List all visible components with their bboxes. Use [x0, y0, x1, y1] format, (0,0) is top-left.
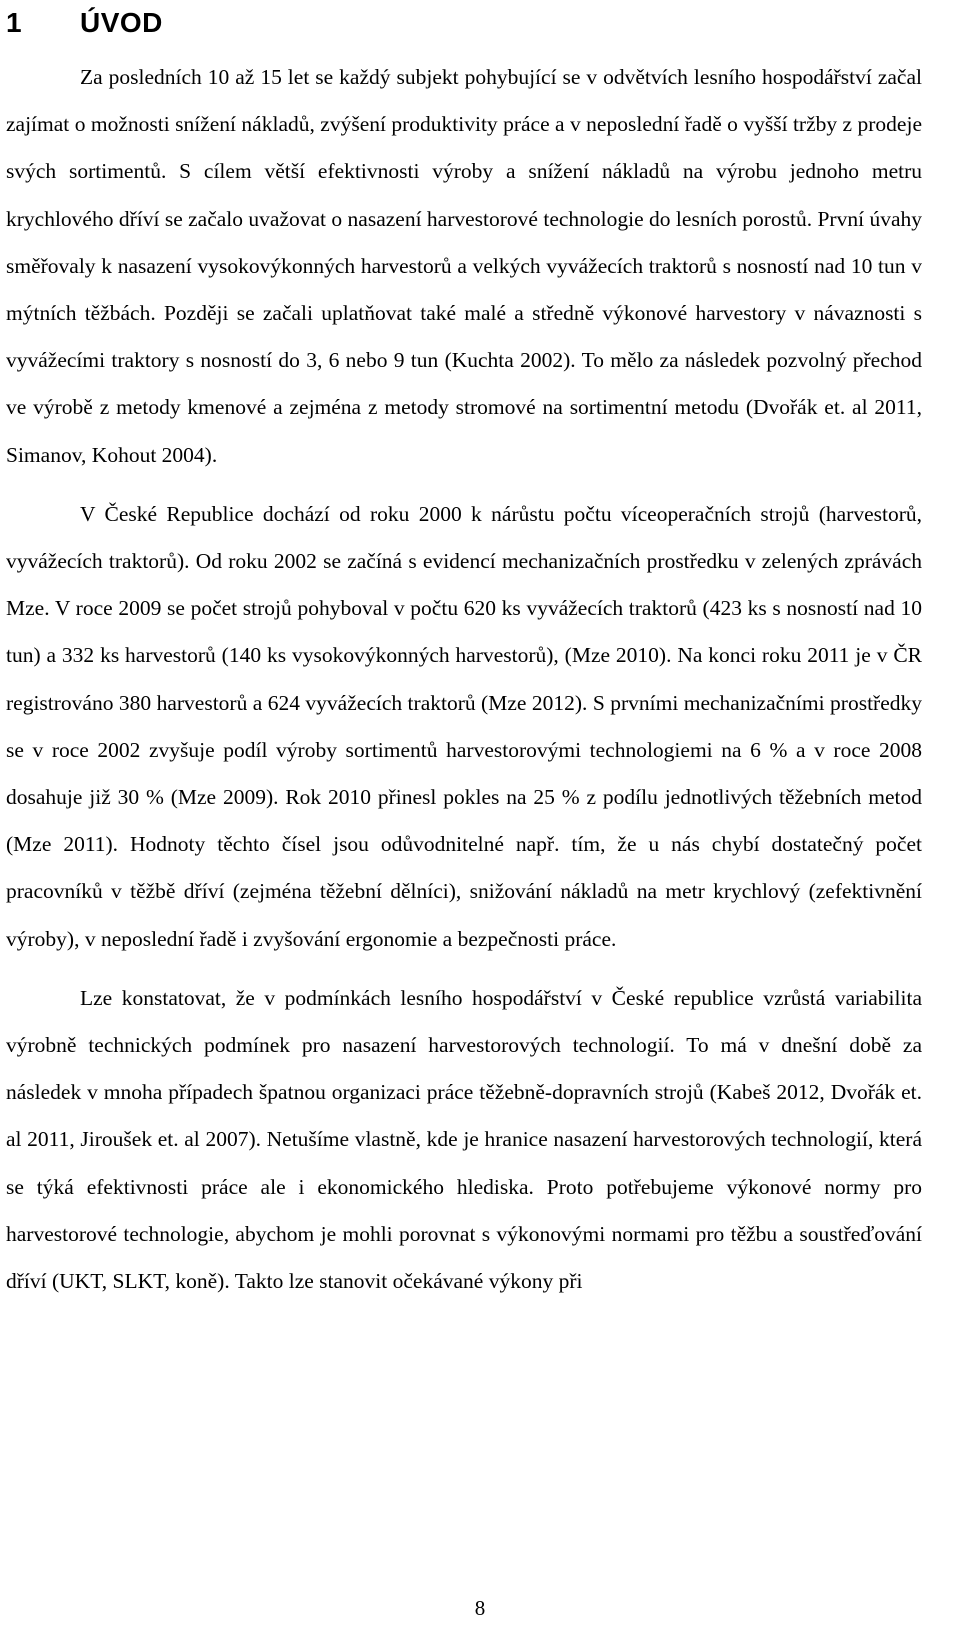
body-text — [6, 54, 922, 1305]
paragraph-2: V České Republice dochází od roku 2000 k nárůstu počtu víceoperačních strojů (harvestorů, vyvážecích traktorů). Od roku 2002 se začíná s evidencí mechanizačních prostředku v zelených zprávách Mze. V roce 2009 se počet strojů pohyboval v počtu 620 ks vyvážecích traktorů (423 ks s nosností nad 10 tun) a 332 ks harvestorů (140 ks vysokovýkonných harvestorů), (Mze 2010). Na konci roku 2011 je v ČR registrováno 380 harvestorů a 624 vyvážecích traktorů (Mze 2012). S prvními mechanizačními prostředky se v roce 2002 zvyšuje podíl výroby sortimentů harvestorovými technologiemi na 6 % a v roce 2008 dosahuje již 30 % (Mze 2009). Rok 2010 přinesl pokles na 25 % z podílu jednotlivých těžebních metod (Mze 2011). Hodnoty těchto čísel jsou odůvodnitelné např. tím, že u nás chybí dostatečný počet pracovníků v těžbě dříví (zejména těžební dělníci), snižování nákladů na metr krychlový (zefektivnění výroby), v neposlední řadě i zvyšování ergonomie a bezpečnosti práce. — [6, 501, 922, 951]
page-number: 8 — [474, 1596, 486, 1620]
paragraph-3: Lze konstatovat, že v podmínkách lesního hospodářství v České republice vzrůstá variabilita výrobně technických podmínek pro nasazení harvestorových technologií. To má v dnešní době za následek v mnoha případech špatnou organizaci práce těžebně-dopravních strojů (Kabeš 2012, Dvořák et. al 2011, Jiroušek et. al 2007). Netušíme vlastně, kde je hranice nasazení harvestorových technologií, která se týká efektivnosti práce ale i ekonomického hlediska. Proto potřebujeme výkonové normy pro harvestorové technologie, abychom je mohli porovnat s výkonovými normami pro těžbu a soustřeďování dříví (UKT, SLKT, koně). Takto lze stanovit očekávané výkony při — [6, 985, 922, 1294]
chapter-heading — [6, 0, 922, 44]
paragraph-1: Za posledních 10 až 15 let se každý subjekt pohybující se v odvětvích lesního hospodářství začal zajímat o možnosti snížení nákladů, zvýšení produktivity práce a v neposlední řadě o vyšší tržby z prodeje svých sortimentů. S cílem větší efektivnosti výroby a snížení nákladů na výrobu jednoho metru krychlového dříví se začalo uvažovat o nasazení harvestorové technologie do lesních porostů. První úvahy směřovaly k nasazení vysokovýkonných harvestorů a velkých vyvážecích traktorů s nosností nad 10 tun v mýtních těžbách. Později se začali uplatňovat také malé a středně výkonové harvestory v návaznosti s vyvážecími traktory s nosností do 3, 6 nebo 9 tun (Kuchta 2002). To mělo za následek pozvolný přechod ve výrobě z metody kmenové a zejména z metody stromové na sortimentní metodu (Dvořák et. al 2011, Simanov, Kohout 2004). — [6, 65, 922, 467]
chapter-title: ÚVOD — [80, 7, 163, 38]
chapter-number: 1 — [6, 7, 23, 38]
